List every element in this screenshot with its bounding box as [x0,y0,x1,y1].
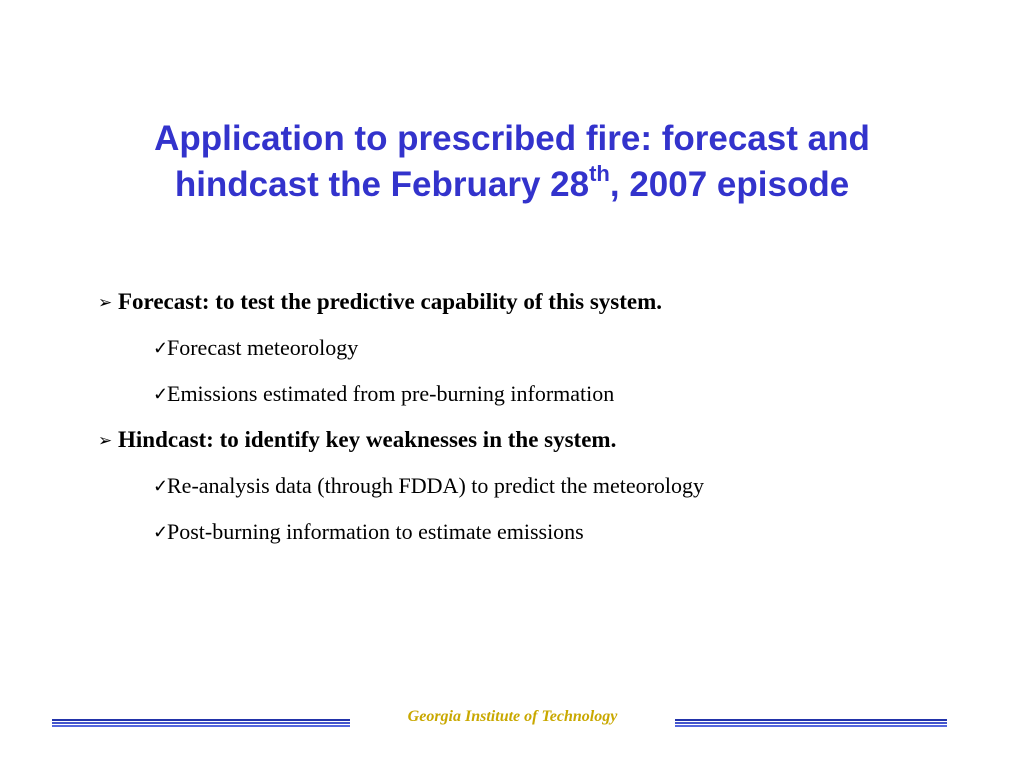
bullet-forecast [98,286,978,318]
footer-institution: Georgia Institute of Technology [407,708,618,725]
slide-content [98,286,978,562]
footer-rule-right [675,719,947,728]
sub-bullet-emissions-pre-burning [98,378,978,410]
sub-bullet-post-burning [98,516,978,548]
bullet-text: Forecast: to test the predictive capability of this system. [118,289,663,314]
title-superscript: th [589,161,610,187]
title-line2-suffix: , 2007 episode [609,165,850,204]
sub-bullet-text: Post-burning information to estimate emissions [167,519,584,544]
arrow-bullet-icon: ➢ [98,293,113,312]
checkmark-bullet-icon: ✓ [153,384,169,404]
checkmark-bullet-icon: ✓ [153,338,169,358]
slide-title-line1: Application to prescribed fire: forecast and [154,119,870,158]
sub-bullet-text: Re-analysis data (through FDDA) to predict the meteorology [167,473,705,498]
footer-rule-left [52,719,350,728]
title-line2-prefix: hindcast the February 28 [174,165,590,204]
bullet-hindcast [98,424,978,456]
sub-bullet-text: Emissions estimated from pre-burning information [167,381,615,406]
bullet-text: Hindcast: to identify key weaknesses in the system. [118,427,617,452]
slide-title-line2 [40,162,984,208]
checkmark-bullet-icon: ✓ [153,476,169,496]
sub-bullet-text: Forecast meteorology [167,335,359,360]
checkmark-bullet-icon: ✓ [153,522,169,542]
sub-bullet-forecast-meteorology [98,332,978,364]
sub-bullet-reanalysis-data [98,470,978,502]
slide-title [40,116,984,208]
arrow-bullet-icon: ➢ [98,431,113,450]
